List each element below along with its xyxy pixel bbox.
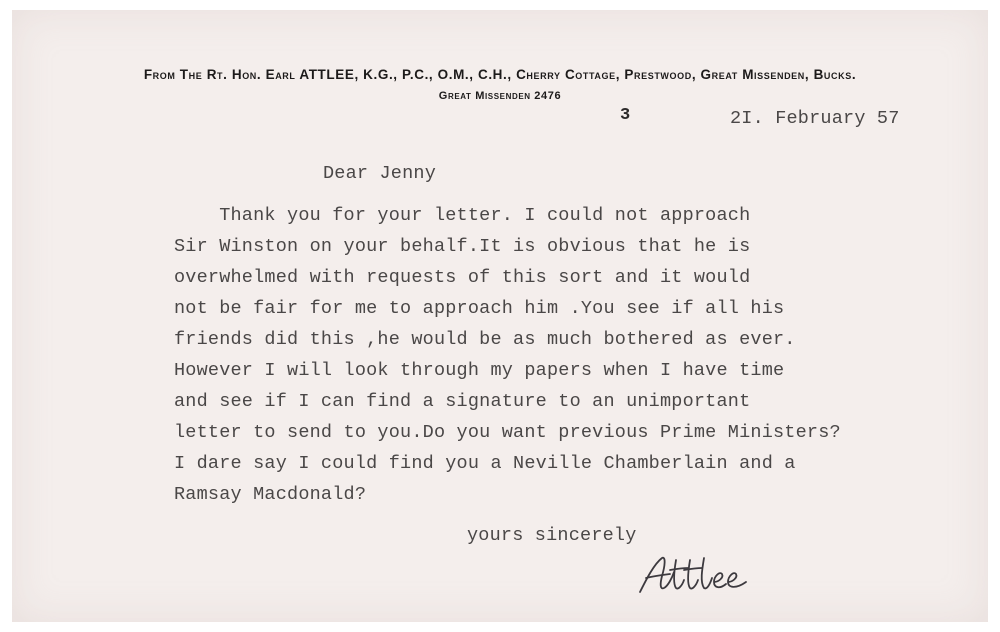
body-line: and see if I can find a signature to an unimportant xyxy=(174,391,751,412)
salutation: Dear Jenny xyxy=(323,163,437,184)
body-line: not be fair for me to approach him .You see if all his xyxy=(174,298,785,319)
body-line: However I will look through my papers when I have time xyxy=(174,360,785,381)
letterhead-phone: Great Missenden 2476 xyxy=(438,90,562,102)
body-line: friends did this ,he would be as much bothered as ever. xyxy=(174,329,796,350)
body-line: I dare say I could find you a Neville Chamberlain and a xyxy=(174,453,796,474)
handwritten-signature xyxy=(632,552,762,600)
closing: yours sincerely xyxy=(467,525,637,546)
letter-date: 2I. February 57 xyxy=(730,108,900,129)
body-line: Thank you for your letter. I could not approach xyxy=(174,205,751,226)
body-line: overwhelmed with requests of this sort and it would xyxy=(174,267,751,288)
letterhead-address: From The Rt. Hon. Earl ATTLEE, K.G., P.C., O.M., C.H., Cherry Cottage, Prestwood, Great Missenden, Bucks. xyxy=(143,67,857,82)
body-line: Ramsay Macdonald? xyxy=(174,484,367,505)
body-line: Sir Winston on your behalf.It is obvious that he is xyxy=(174,236,751,257)
body-line: letter to send to you.Do you want previous Prime Ministers? xyxy=(174,422,841,443)
page-mark: 3 xyxy=(620,106,631,125)
